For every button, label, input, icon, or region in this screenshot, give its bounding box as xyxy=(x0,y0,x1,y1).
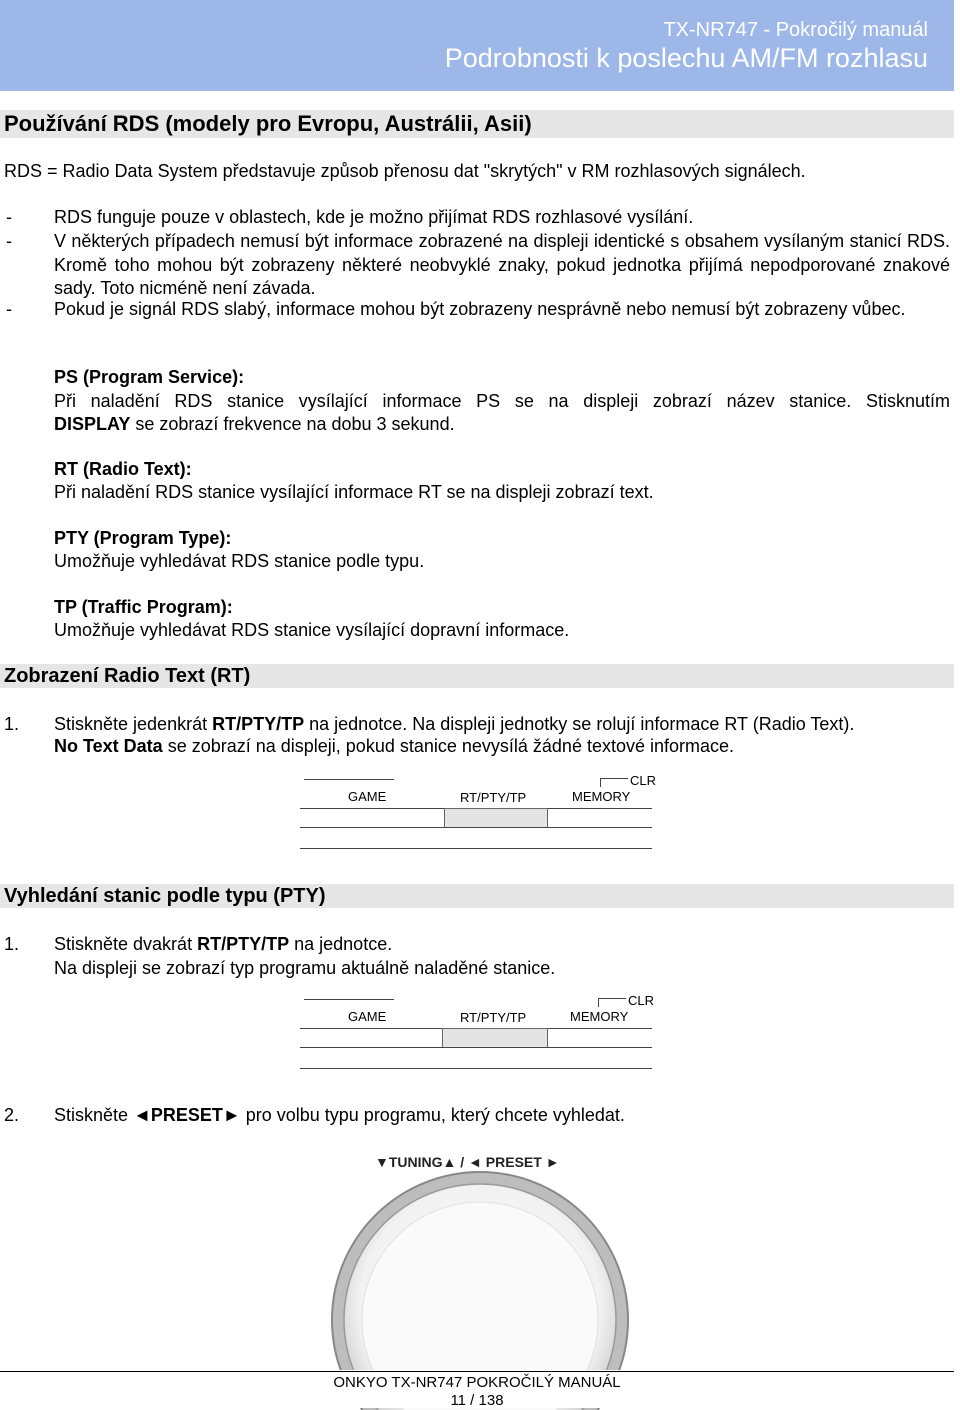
pty-step2-line xyxy=(54,1104,625,1126)
ps-title: PS (Program Service): xyxy=(54,367,245,387)
rt-title: RT (Radio Text): xyxy=(54,459,192,479)
bullet-2: V některých případech nemusí být informace zobrazené na displeji identické s obsahem vysílaným stanicí RDS. Kromě toho mohou být zobrazeny některé neobvyklé znaky, pokud jednotka přijímá nepodporované znakové sady. Toto nicméně není závada. xyxy=(54,231,950,298)
bullet-3: Pokud je signál RDS slabý, informace mohou být zobrazeny nesprávně nebo nemusí být zobrazeny vůbec. xyxy=(54,299,906,319)
heading-rt: Zobrazení Radio Text (RT) xyxy=(0,664,954,688)
rt-step-line2 xyxy=(54,735,734,757)
rt-step-number: 1. xyxy=(4,714,20,734)
bullet-dash: - xyxy=(6,207,12,227)
no-text-data-label: No Text Data xyxy=(54,736,163,756)
bullet-dash: - xyxy=(6,231,12,251)
rt-text: Při naladění RDS stanice vysílající informace RT se na displeji zobrazí text. xyxy=(54,482,654,502)
pty-step2-text: Stiskněte xyxy=(54,1105,129,1125)
ps-text-a: Při naladění RDS stanice vysílající informace PS se na displeji zobrazí název stanice. Stisknutím xyxy=(54,391,950,411)
rt-pty-tp-label: RT/PTY/TP xyxy=(460,1010,527,1025)
pty-step1-text: na jednotce. xyxy=(294,934,393,954)
heading-pty: Vyhledání stanic podle typu (PTY) xyxy=(0,884,954,908)
pty-step1-line2: Na displeji se zobrazí typ programu aktuálně naladěné stanice. xyxy=(54,958,556,978)
clr-label: CLR xyxy=(630,773,657,788)
rt-pty-tp-key: RT/PTY/TP xyxy=(212,714,305,734)
front-panel-illustration xyxy=(300,992,655,1072)
pty-step1-number: 1. xyxy=(4,934,20,954)
rt-pty-tp-button[interactable] xyxy=(442,1028,548,1048)
page-number: 11 / 138 xyxy=(450,1392,504,1409)
pty-step2-number: 2. xyxy=(4,1105,20,1125)
memory-label: MEMORY xyxy=(572,789,631,804)
rt-pty-tp-key: RT/PTY/TP xyxy=(197,934,290,954)
game-label: GAME xyxy=(348,1009,387,1024)
heading-rds: Používání RDS (modely pro Evropu, Austrálii, Asii) xyxy=(0,110,954,138)
rt-pty-tp-label: RT/PTY/TP xyxy=(460,790,527,805)
pty-step2-text: pro volbu typu programu, který chcete vyhledat. xyxy=(245,1105,625,1125)
tuning-preset-knob[interactable] xyxy=(322,1170,638,1370)
memory-label: MEMORY xyxy=(570,1009,629,1024)
knob-label: ▼TUNING▲ / ◄ PRESET ► xyxy=(375,1154,560,1170)
ps-text-b-rest: se zobrazí frekvence na dobu 3 sekund. xyxy=(135,414,455,434)
pty-step1-line1 xyxy=(54,933,392,955)
display-key: DISPLAY xyxy=(54,414,131,434)
rt-step-text: Stiskněte jedenkrát xyxy=(54,714,208,734)
pty-step1-text: Stiskněte dvakrát xyxy=(54,934,193,954)
section-title: Podrobnosti k poslechu AM/FM rozhlasu xyxy=(444,43,928,73)
bullet-1: RDS funguje pouze v oblastech, kde je možno přijímat RDS rozhlasové vysílání. xyxy=(54,207,694,227)
intro-text: RDS = Radio Data System představuje způsob přenosu dat "skrytých" v RM rozhlasových signálech. xyxy=(4,161,806,181)
tp-title: TP (Traffic Program): xyxy=(54,597,233,617)
footer-rule xyxy=(0,1371,954,1372)
rt-pty-tp-button[interactable] xyxy=(444,808,548,828)
pty-text: Umožňuje vyhledávat RDS stanice podle typu. xyxy=(54,551,425,571)
front-panel-illustration xyxy=(300,772,657,852)
bullet-dash: - xyxy=(6,299,12,319)
rt-step-text: se zobrazí na displeji, pokud stanice nevysílá žádné textové informace. xyxy=(167,736,735,756)
manual-title: TX-NR747 - Pokročilý manuál xyxy=(663,19,928,41)
ps-text-b xyxy=(54,413,455,435)
game-label: GAME xyxy=(348,789,387,804)
clr-label: CLR xyxy=(628,993,655,1008)
rt-step-text: na jednotce. Na displeji jednotky se rolují informace RT (Radio Text). xyxy=(309,714,855,734)
page-header xyxy=(0,0,954,91)
preset-key: ◄PRESET► xyxy=(133,1105,241,1125)
footer-title: ONKYO TX-NR747 POKROČILÝ MANUÁL xyxy=(333,1374,621,1391)
tp-text: Umožňuje vyhledávat RDS stanice vysílající dopravní informace. xyxy=(54,620,570,640)
pty-title: PTY (Program Type): xyxy=(54,528,232,548)
rt-step-line1 xyxy=(54,713,854,735)
